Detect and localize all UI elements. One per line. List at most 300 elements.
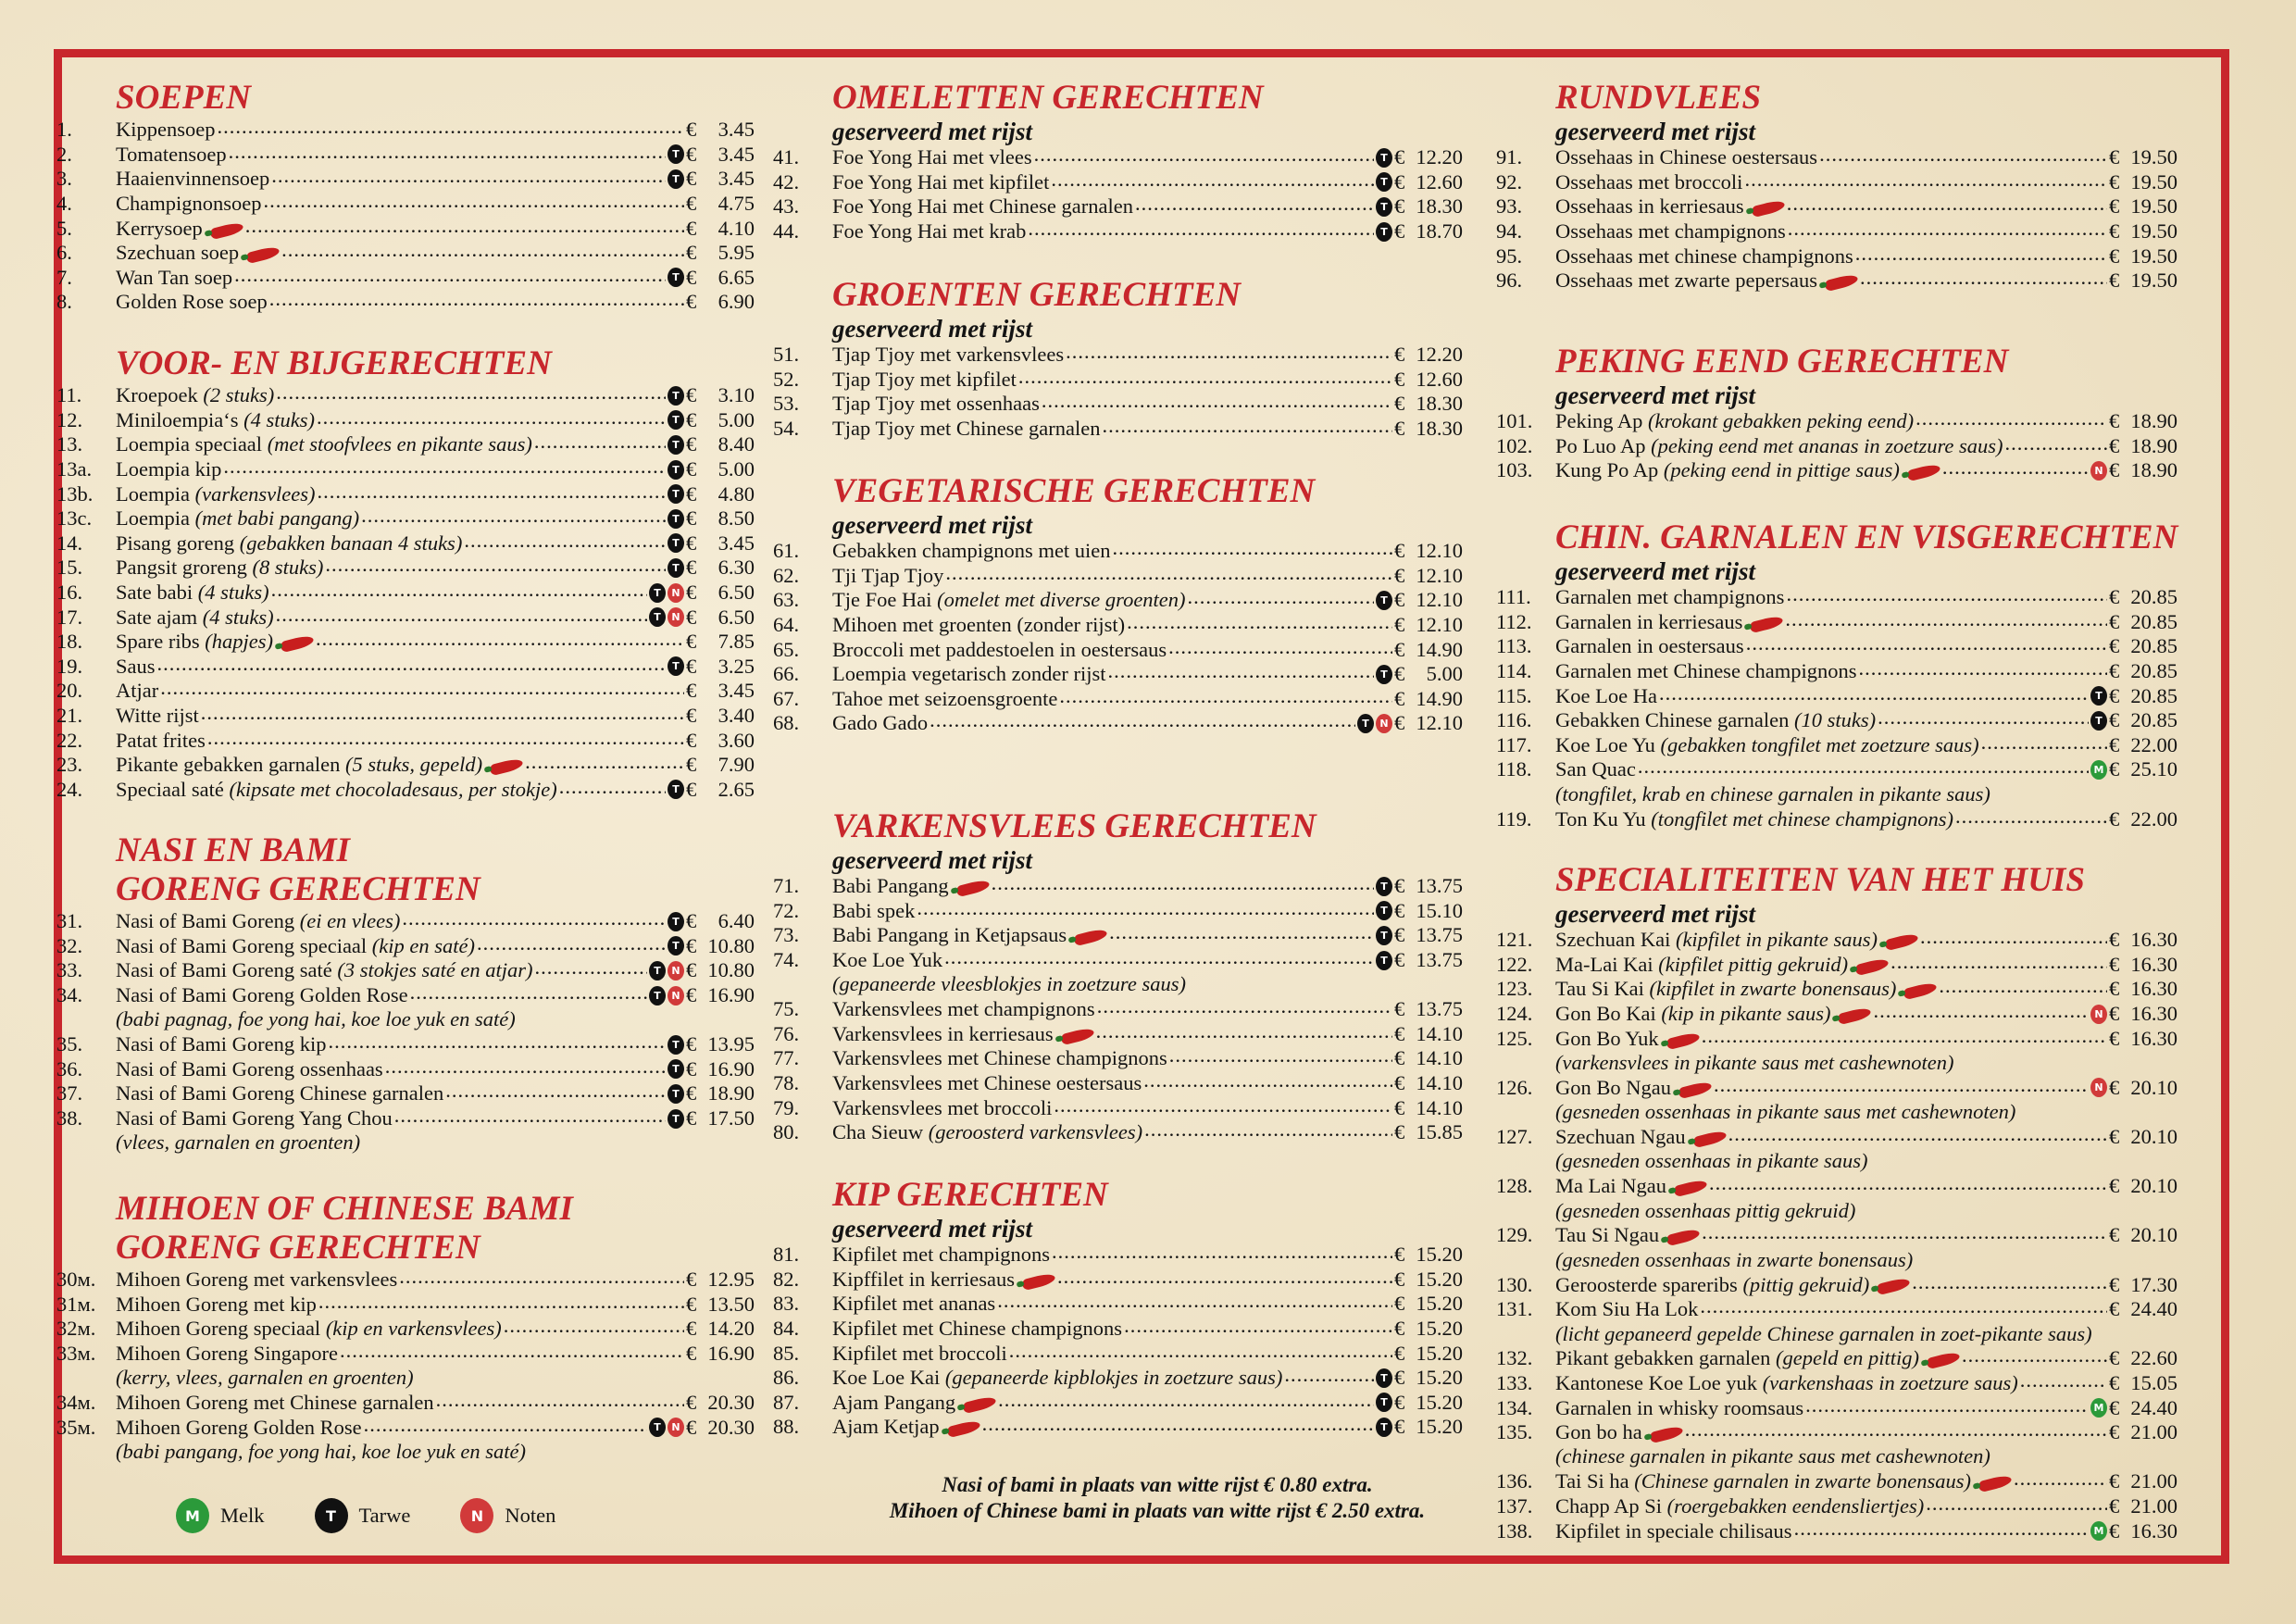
price-value: 7.85 bbox=[718, 630, 755, 654]
currency-symbol: € bbox=[2109, 244, 2120, 268]
item-number: 38. bbox=[56, 1106, 83, 1131]
menu-item bbox=[773, 687, 1463, 712]
price-value: 14.20 bbox=[707, 1317, 755, 1341]
price-value: 24.40 bbox=[2130, 1395, 2177, 1419]
leader-dots bbox=[2005, 434, 2108, 458]
item-price bbox=[686, 958, 755, 982]
price-value: 6.50 bbox=[718, 605, 755, 629]
allergen-icons bbox=[668, 1109, 684, 1129]
item-name bbox=[116, 192, 262, 216]
menu-item bbox=[1496, 170, 2177, 195]
currency-symbol: € bbox=[1394, 392, 1405, 416]
wheat-icon: T bbox=[668, 1084, 684, 1104]
item-number: 11. bbox=[56, 383, 82, 407]
currency-symbol: € bbox=[1394, 1120, 1405, 1144]
currency-symbol: € bbox=[686, 983, 697, 1007]
price-value: 20.85 bbox=[2130, 609, 2177, 633]
item-number: 115. bbox=[1496, 683, 1532, 707]
item-number: 84. bbox=[773, 1317, 800, 1341]
currency-symbol: € bbox=[1394, 343, 1405, 367]
legend-nut-label: Noten bbox=[505, 1504, 556, 1527]
leader-dots bbox=[1169, 1046, 1392, 1070]
currency-symbol: € bbox=[686, 777, 697, 801]
price-value: 10.80 bbox=[707, 933, 755, 957]
item-name-text: Tau Si Kai bbox=[1555, 977, 1644, 1001]
nut-icon: N bbox=[668, 583, 684, 603]
wheat-icon: T bbox=[649, 607, 666, 627]
item-number: 136. bbox=[1496, 1469, 1533, 1493]
item-name-text: Ossehaas in Chinese oestersaus bbox=[1555, 145, 1818, 169]
item-name bbox=[116, 606, 274, 630]
allergen-icons bbox=[668, 780, 684, 799]
leader-dots bbox=[1702, 1027, 2107, 1051]
item-number: 22. bbox=[56, 728, 83, 752]
item-name bbox=[832, 539, 1111, 563]
price-value: 6.40 bbox=[718, 909, 755, 933]
item-number: 75. bbox=[773, 997, 800, 1021]
menu-section bbox=[773, 807, 1463, 1145]
price-value: 12.60 bbox=[1416, 169, 1463, 194]
allergen-icons bbox=[1376, 1393, 1392, 1412]
nut-icon: N bbox=[668, 1418, 684, 1437]
currency-symbol: € bbox=[686, 605, 697, 629]
item-name bbox=[832, 564, 943, 588]
price-value: 14.10 bbox=[1416, 1095, 1463, 1119]
currency-symbol: € bbox=[686, 1292, 697, 1316]
menu-item bbox=[56, 753, 755, 778]
menu-section bbox=[773, 79, 1463, 244]
item-number: 83. bbox=[773, 1292, 800, 1316]
price-value: 4.75 bbox=[718, 192, 755, 216]
item-price bbox=[686, 1293, 755, 1317]
item-name-text: Tomatensoep bbox=[116, 142, 227, 166]
item-name bbox=[832, 145, 1032, 169]
item-name-text: Ma Lai Ngau bbox=[1555, 1174, 1666, 1198]
item-price bbox=[686, 192, 755, 216]
allergen-icons bbox=[668, 144, 684, 164]
currency-symbol: € bbox=[2109, 219, 2120, 244]
item-name-text: Kipffilet in kerriesaus bbox=[832, 1267, 1016, 1291]
wheat-icon: T bbox=[1376, 1393, 1392, 1412]
item-name bbox=[116, 1293, 317, 1317]
menu-item bbox=[56, 934, 755, 959]
item-name bbox=[1555, 977, 1937, 1001]
leader-dots bbox=[410, 983, 647, 1007]
currency-symbol: € bbox=[2109, 169, 2120, 194]
menu-item bbox=[56, 909, 755, 934]
price-value: 18.90 bbox=[707, 1081, 755, 1106]
menu-item bbox=[773, 1415, 1463, 1440]
price-value: 18.70 bbox=[1416, 219, 1463, 244]
menu-item bbox=[56, 655, 755, 680]
item-name-text: Wan Tan soep bbox=[116, 265, 233, 289]
leader-dots bbox=[1786, 585, 2107, 609]
leader-dots bbox=[245, 217, 684, 241]
wheat-icon: T bbox=[1376, 148, 1392, 168]
item-name-text: Loempia bbox=[116, 506, 190, 531]
menu-item bbox=[773, 1292, 1463, 1317]
price-value: 3.45 bbox=[718, 679, 755, 703]
price-value: 20.10 bbox=[2130, 1174, 2177, 1198]
currency-symbol: € bbox=[686, 531, 697, 555]
leader-dots bbox=[316, 630, 684, 654]
item-number: 131. bbox=[1496, 1297, 1533, 1321]
item-name bbox=[116, 531, 462, 556]
item-price bbox=[686, 383, 755, 407]
currency-symbol: € bbox=[2109, 1297, 2120, 1321]
wheat-icon: T bbox=[1376, 901, 1392, 920]
leader-dots bbox=[1124, 1317, 1392, 1341]
price-value: 18.90 bbox=[2130, 458, 2177, 482]
item-name bbox=[832, 874, 990, 898]
currency-symbol: € bbox=[686, 481, 697, 506]
menu-item bbox=[1496, 219, 2177, 244]
item-price bbox=[686, 1106, 755, 1131]
leader-dots bbox=[1127, 613, 1392, 637]
item-number: 41. bbox=[773, 145, 800, 169]
item-name-text: Gon Bo Ngau bbox=[1555, 1075, 1671, 1099]
item-name-text: Ossehaas met champignons bbox=[1555, 219, 1786, 244]
item-name bbox=[1555, 458, 1940, 482]
wheat-icon: T bbox=[668, 1109, 684, 1129]
item-description: (ei en vlees) bbox=[299, 909, 401, 933]
item-price bbox=[686, 1032, 755, 1056]
item-price bbox=[2109, 684, 2177, 708]
nut-icon: N bbox=[668, 986, 684, 1006]
leader-dots bbox=[160, 679, 684, 703]
menu-item bbox=[1496, 1518, 2177, 1543]
item-description: (krokant gebakken peking eend) bbox=[1648, 409, 1915, 433]
item-name bbox=[116, 1342, 338, 1366]
wheat-icon: T bbox=[1376, 1418, 1392, 1437]
section-subtitle: geserveerd met rijst bbox=[832, 846, 1032, 874]
section-title: SOEPEN bbox=[116, 79, 251, 117]
item-name bbox=[832, 1022, 1094, 1046]
item-number: 7. bbox=[56, 265, 72, 289]
item-name-text: Mihoen Goreng speciaal bbox=[116, 1317, 321, 1341]
item-description: (8 stuks) bbox=[252, 556, 324, 580]
item-description: (omelet met diverse groenten) bbox=[937, 588, 1186, 612]
menu-item bbox=[56, 118, 755, 143]
price-value: 16.90 bbox=[707, 1342, 755, 1366]
item-name-text: Kipfilet met broccoli bbox=[832, 1341, 1007, 1365]
item-name bbox=[116, 983, 408, 1007]
price-value: 5.00 bbox=[718, 407, 755, 431]
price-value: 4.80 bbox=[718, 481, 755, 506]
leader-dots bbox=[1702, 1223, 2107, 1247]
menu-item bbox=[56, 1342, 755, 1367]
wheat-icon: T bbox=[649, 1418, 666, 1437]
item-price bbox=[686, 1057, 755, 1081]
item-name bbox=[832, 1292, 995, 1316]
item-name bbox=[116, 1268, 397, 1292]
currency-symbol: € bbox=[2109, 433, 2120, 457]
price-value: 20.10 bbox=[2130, 1075, 2177, 1099]
leader-dots bbox=[1009, 1342, 1392, 1366]
item-number: 31. bbox=[56, 909, 83, 933]
leader-dots bbox=[201, 704, 684, 728]
menu-item bbox=[1496, 1371, 2177, 1396]
item-number: 16. bbox=[56, 581, 83, 605]
currency-symbol: € bbox=[686, 383, 697, 407]
price-value: 12.10 bbox=[1416, 588, 1463, 612]
item-name-text: Miniloempia‘s bbox=[116, 407, 239, 431]
menu-item bbox=[773, 392, 1463, 417]
item-name bbox=[116, 457, 221, 481]
wheat-icon: T bbox=[649, 986, 666, 1006]
item-number: 76. bbox=[773, 1021, 800, 1045]
allergen-icons bbox=[1376, 148, 1392, 168]
item-subdescription: (kerry, vlees, garnalen en groenten) bbox=[116, 1366, 414, 1390]
nut-icon: N bbox=[668, 607, 684, 627]
currency-symbol: € bbox=[1394, 662, 1405, 686]
item-name bbox=[1555, 585, 1784, 609]
item-price bbox=[686, 482, 755, 506]
allergen-legend bbox=[176, 1498, 555, 1533]
chili-pepper-icon bbox=[1838, 1006, 1873, 1025]
currency-symbol: € bbox=[2109, 409, 2120, 433]
allergen-icons bbox=[2090, 1078, 2107, 1097]
menu-section bbox=[56, 79, 755, 315]
chili-pepper-icon bbox=[489, 757, 524, 776]
item-number: 77. bbox=[773, 1046, 800, 1070]
item-name-text: Gon Bo Kai bbox=[1555, 1002, 1656, 1026]
price-value: 17.50 bbox=[707, 1106, 755, 1131]
currency-symbol: € bbox=[1394, 997, 1405, 1021]
item-price bbox=[2109, 1469, 2177, 1493]
leader-dots bbox=[234, 266, 666, 290]
menu-item bbox=[1496, 244, 2177, 269]
price-value: 15.20 bbox=[1416, 1366, 1463, 1390]
currency-symbol: € bbox=[1394, 1292, 1405, 1316]
wheat-icon: T bbox=[668, 484, 684, 504]
item-name bbox=[1555, 953, 1889, 977]
item-name bbox=[1555, 1346, 1960, 1370]
currency-symbol: € bbox=[686, 1106, 697, 1131]
item-name-text: Gado Gado bbox=[832, 711, 929, 735]
leader-dots bbox=[385, 1057, 666, 1081]
price-value: 16.90 bbox=[707, 983, 755, 1007]
item-name bbox=[116, 383, 274, 407]
price-value: 20.10 bbox=[2130, 1223, 2177, 1247]
item-number: 81. bbox=[773, 1243, 800, 1267]
allergen-icons bbox=[668, 558, 684, 578]
currency-symbol: € bbox=[1394, 1390, 1405, 1414]
item-price bbox=[2109, 1297, 2177, 1321]
item-price bbox=[1394, 170, 1463, 194]
item-number: 73. bbox=[773, 923, 800, 947]
item-number: 17. bbox=[56, 605, 83, 629]
item-price bbox=[1394, 923, 1463, 947]
item-price bbox=[1394, 1268, 1463, 1292]
item-description: (geroosterd varkensvlees) bbox=[928, 1120, 1143, 1144]
menu-item bbox=[773, 711, 1463, 736]
leader-dots bbox=[394, 1106, 666, 1131]
item-number: 18. bbox=[56, 630, 83, 654]
section-title: KIP GERECHTEN bbox=[832, 1176, 1108, 1214]
leader-dots bbox=[1860, 269, 2107, 293]
item-price bbox=[2109, 458, 2177, 482]
price-value: 15.20 bbox=[1416, 1341, 1463, 1365]
item-name-text: Kipfilet in speciale chilisaus bbox=[1555, 1518, 1792, 1543]
currency-symbol: € bbox=[686, 753, 697, 777]
item-name-text: Loempia speciaal bbox=[116, 432, 263, 456]
wheat-icon: T bbox=[668, 268, 684, 287]
menu-item bbox=[56, 143, 755, 168]
chili-pepper-icon bbox=[1824, 273, 1859, 292]
item-name bbox=[832, 1391, 996, 1415]
item-name-text: Ossehaas met chinese champignons bbox=[1555, 244, 1853, 268]
item-name-text: Loempia bbox=[116, 481, 190, 506]
currency-symbol: € bbox=[686, 265, 697, 289]
leader-dots bbox=[318, 1293, 684, 1317]
leader-dots bbox=[325, 556, 666, 580]
item-name-text: Garnalen met Chinese champignons bbox=[1555, 659, 1857, 683]
item-description: (gepaneerde kipblokjes in zoetzure saus) bbox=[944, 1366, 1283, 1390]
currency-symbol: € bbox=[1394, 588, 1405, 612]
item-description: (2 stuks) bbox=[203, 383, 275, 407]
item-name bbox=[1555, 928, 1918, 952]
menu-item bbox=[773, 1120, 1463, 1145]
leader-dots bbox=[328, 1032, 666, 1056]
item-number: 31м. bbox=[56, 1292, 96, 1316]
leader-dots bbox=[1097, 997, 1392, 1021]
price-value: 13.75 bbox=[1416, 874, 1463, 898]
leader-dots bbox=[945, 564, 1392, 588]
menu-item bbox=[773, 662, 1463, 687]
section-subtitle: geserveerd met rijst bbox=[832, 1215, 1032, 1243]
leader-dots bbox=[364, 1416, 647, 1440]
item-number: 14. bbox=[56, 531, 83, 555]
item-subdescription: (gesneden ossenhaas in pikante saus) bbox=[1555, 1149, 1868, 1173]
item-number: 33. bbox=[56, 958, 83, 982]
item-price bbox=[1394, 219, 1463, 244]
menu-item bbox=[1496, 1026, 2177, 1051]
item-name bbox=[1555, 1519, 1792, 1543]
menu-item bbox=[1496, 733, 2177, 758]
menu-item bbox=[773, 899, 1463, 924]
item-price bbox=[1394, 588, 1463, 612]
wheat-icon: T bbox=[668, 144, 684, 164]
item-price bbox=[2109, 634, 2177, 658]
menu-item bbox=[1496, 585, 2177, 610]
item-name-text: Koe Loe Kai bbox=[832, 1366, 941, 1390]
item-name bbox=[1555, 708, 1876, 732]
menu-item bbox=[773, 368, 1463, 393]
price-value: 18.30 bbox=[1416, 417, 1463, 441]
price-value: 20.85 bbox=[2130, 659, 2177, 683]
leader-dots bbox=[271, 167, 666, 191]
price-value: 12.60 bbox=[1416, 367, 1463, 391]
allergen-icons bbox=[2090, 760, 2107, 780]
item-name bbox=[116, 753, 523, 777]
item-name bbox=[1555, 1371, 2018, 1395]
currency-symbol: € bbox=[2109, 683, 2120, 707]
price-value: 6.30 bbox=[718, 556, 755, 580]
item-price bbox=[1394, 1342, 1463, 1366]
currency-symbol: € bbox=[1394, 1366, 1405, 1390]
wheat-icon: T bbox=[1376, 926, 1392, 945]
item-price bbox=[686, 167, 755, 191]
leader-dots bbox=[1915, 409, 2107, 433]
item-name bbox=[1555, 170, 1742, 194]
item-description: (hapjes) bbox=[205, 630, 273, 654]
nut-icon: N bbox=[2090, 1005, 2107, 1024]
allergen-icons bbox=[668, 169, 684, 189]
leader-dots bbox=[1890, 953, 2107, 977]
item-number: 13a. bbox=[56, 457, 93, 481]
item-number: 13c. bbox=[56, 506, 93, 531]
currency-symbol: € bbox=[686, 1415, 697, 1439]
leader-dots bbox=[992, 874, 1374, 898]
price-value: 12.10 bbox=[1416, 539, 1463, 563]
section-subtitle: geserveerd met rijst bbox=[1555, 557, 1755, 585]
wheat-icon: T bbox=[1376, 222, 1392, 242]
section-title: PEKING EEND GERECHTEN bbox=[1555, 343, 2009, 381]
item-name-text: Foe Yong Hai met krab bbox=[832, 219, 1027, 244]
currency-symbol: € bbox=[686, 216, 697, 240]
menu-item bbox=[1496, 1076, 2177, 1101]
item-price bbox=[686, 531, 755, 556]
item-name-text: Nasi of Bami Goreng Chinese garnalen bbox=[116, 1081, 444, 1106]
item-price bbox=[686, 1342, 755, 1366]
menu-item bbox=[1496, 1469, 2177, 1494]
price-value: 8.50 bbox=[718, 506, 755, 531]
menu-item bbox=[56, 778, 755, 803]
allergen-icons bbox=[1376, 591, 1392, 610]
item-name-text: Tje Foe Hai bbox=[832, 588, 932, 612]
item-name-text: Mihoen Goreng met Chinese garnalen bbox=[116, 1391, 434, 1415]
item-number: 122. bbox=[1496, 952, 1533, 976]
currency-symbol: € bbox=[686, 909, 697, 933]
item-description: (5 stuks, gepeld) bbox=[345, 753, 483, 777]
price-value: 13.75 bbox=[1416, 923, 1463, 947]
item-description: (met babi pangang) bbox=[194, 506, 360, 531]
item-number: 13b. bbox=[56, 481, 94, 506]
item-number: 95. bbox=[1496, 244, 1523, 268]
item-name-text: Speciaal saté bbox=[116, 777, 224, 801]
item-name bbox=[1555, 434, 2003, 458]
wheat-icon: T bbox=[668, 169, 684, 189]
item-description: (roergebakken eendensliertjes) bbox=[1666, 1493, 1925, 1518]
currency-symbol: € bbox=[686, 407, 697, 431]
item-number: 21. bbox=[56, 704, 83, 728]
price-value: 6.90 bbox=[718, 290, 755, 314]
item-name-text: Ossehaas met broccoli bbox=[1555, 169, 1743, 194]
menu-item bbox=[56, 481, 755, 506]
menu-item bbox=[56, 605, 755, 630]
section-title: MIHOEN OF CHINESE BAMI bbox=[116, 1190, 573, 1228]
item-name bbox=[832, 1366, 1282, 1390]
leader-dots bbox=[1787, 194, 2107, 219]
item-number: 68. bbox=[773, 711, 800, 735]
item-price bbox=[1394, 874, 1463, 898]
item-name-text: Mihoen met groenten (zonder rijst) bbox=[832, 613, 1126, 637]
leader-dots bbox=[340, 1342, 684, 1366]
item-price bbox=[1394, 145, 1463, 169]
milk-icon: M bbox=[2090, 1521, 2107, 1541]
menu-item bbox=[1496, 1002, 2177, 1027]
wheat-icon: T bbox=[1376, 197, 1392, 217]
item-price bbox=[2109, 1125, 2177, 1149]
allergen-icons bbox=[2090, 1521, 2107, 1541]
price-value: 12.10 bbox=[1416, 711, 1463, 735]
item-number: 63. bbox=[773, 588, 800, 612]
item-name bbox=[1555, 244, 1853, 269]
chili-pepper-icon bbox=[280, 634, 315, 653]
item-name bbox=[832, 613, 1125, 637]
currency-symbol: € bbox=[2109, 708, 2120, 732]
